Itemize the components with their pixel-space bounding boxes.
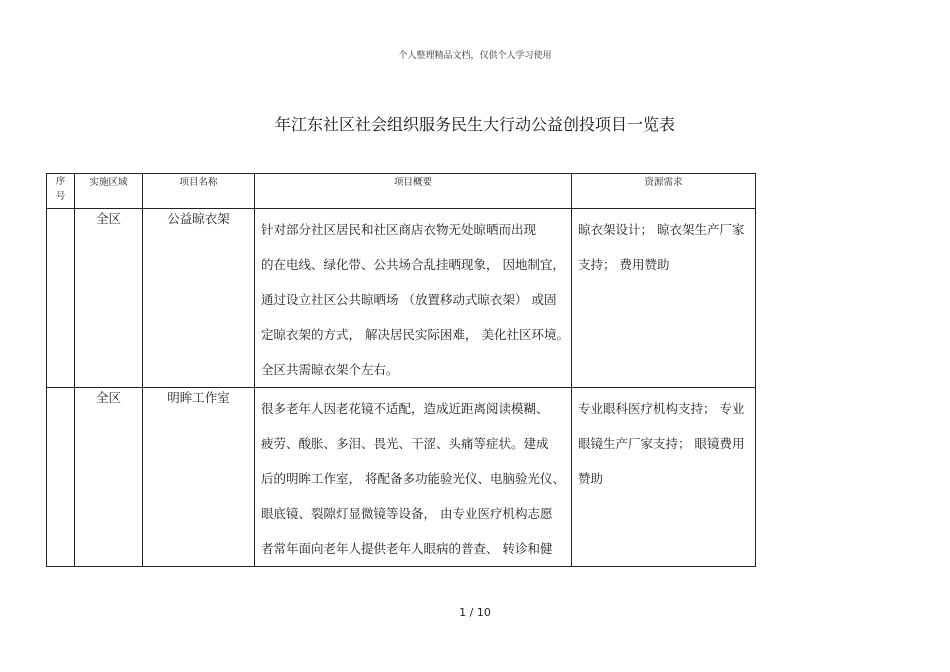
row-seq-cell xyxy=(47,388,75,567)
header-seq-line2: 号 xyxy=(55,191,66,202)
page-number: 1 / 10 xyxy=(459,606,491,619)
header-summary: 项目概要 xyxy=(255,174,572,209)
row-summary-cell xyxy=(255,209,572,388)
resource-line: 晾衣架设计； 晾衣架生产厂家 xyxy=(578,222,745,237)
table-row xyxy=(47,209,756,388)
row-seq-cell xyxy=(47,209,75,388)
header-seq-line1: 序 xyxy=(55,176,66,187)
table-header-row xyxy=(47,174,756,209)
row-resources-cell xyxy=(572,209,756,388)
project-table xyxy=(46,173,756,567)
header-note: 个人整理精品文档，仅供个人学习使用 xyxy=(398,51,552,61)
summary-line: 很多老年人因老花镜不适配，造成近距离阅读模糊、 xyxy=(261,401,549,416)
summary-line: 的在电线、绿化带、公共场合乱挂晒现象， 因地制宜， xyxy=(261,257,565,272)
resource-line: 专业眼科医疗机构支持； 专业 xyxy=(578,401,745,416)
row-summary-cell xyxy=(255,388,572,567)
header-seq xyxy=(47,174,75,209)
summary-line: 定晾衣架的方式， 解决居民实际困难， 美化社区环境。 xyxy=(261,327,569,342)
header-name: 项目名称 xyxy=(143,174,255,209)
row-name-cell: 明眸工作室 xyxy=(143,388,255,567)
summary-line: 眼底镜、裂隙灯显微镜等设备， 由专业医疗机构志愿 xyxy=(261,506,553,521)
row-area-cell: 全区 xyxy=(75,209,143,388)
resource-line: 支持； 费用赞助 xyxy=(578,257,670,272)
row-name-cell: 公益晾衣架 xyxy=(143,209,255,388)
header-resources: 资源需求 xyxy=(572,174,756,209)
summary-line: 疲劳、酸胀、多泪、畏光、干涩、头痛等症状。建成 xyxy=(261,436,549,451)
summary-line: 通过设立社区公共晾晒场 （放置移动式晾衣架） 或固 xyxy=(261,292,557,307)
document-title: 年江东社区社会组织服务民生大行动公益创投项目一览表 xyxy=(274,115,675,134)
table-row xyxy=(47,388,756,567)
summary-line: 后的明眸工作室， 将配备多功能验光仪、电脑验光仪、 xyxy=(261,471,565,486)
header-area: 实施区域 xyxy=(75,174,143,209)
summary-line: 针对部分社区居民和社区商店衣物无处晾晒而出现 xyxy=(261,222,537,237)
row-resources-cell xyxy=(572,388,756,567)
row-area-cell: 全区 xyxy=(75,388,143,567)
resource-line: 赞助 xyxy=(578,471,604,486)
resource-line: 眼镜生产厂家支持； 眼镜费用 xyxy=(578,436,745,451)
summary-line: 全区共需晾衣架个左右。 xyxy=(261,362,399,377)
summary-line: 者常年面向老年人提供老年人眼病的普查、 转诊和健 xyxy=(261,541,553,556)
